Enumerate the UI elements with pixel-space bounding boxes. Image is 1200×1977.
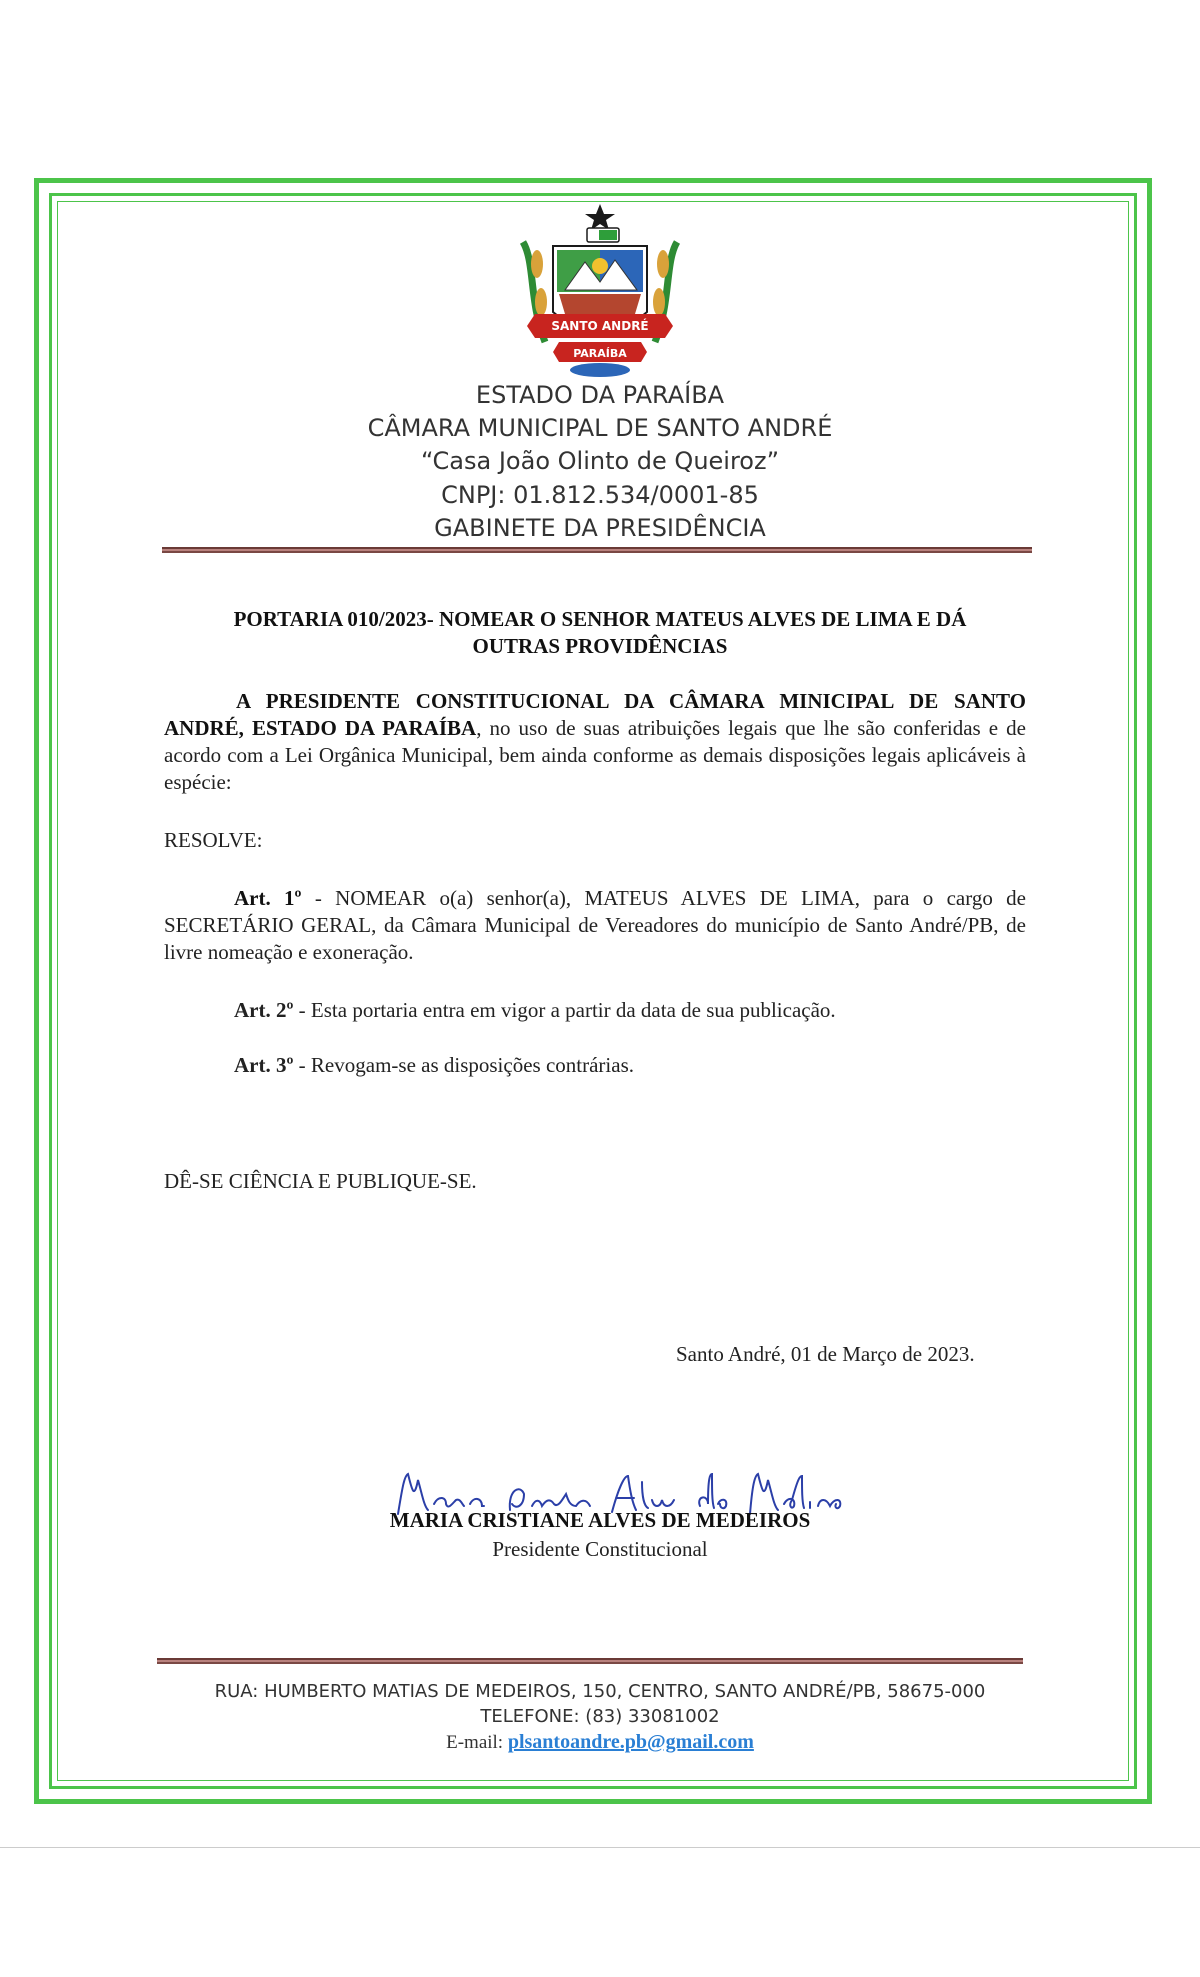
- header-house-name: “Casa João Olinto de Queiroz”: [420, 447, 780, 475]
- footer-email-link[interactable]: plsantoandre.pb@gmail.com: [507, 1731, 754, 1753]
- intro-rest: , no uso de suas atribuições legais que lhe são conferidas e de acordo com a Lei Orgânica Municipal, bem ainda conforme as demais disposições legais aplicáveis à espécie:: [164, 716, 1026, 794]
- header-chamber: CÂMARA MUNICIPAL DE SANTO ANDRÉ: [367, 414, 833, 442]
- document-title: PORTARIA 010/2023- NOMEAR O SENHOR MATEUS ALVES DE LIMA E DÁ: [233, 607, 967, 631]
- document-title-line2: OUTRAS PROVIDÊNCIAS: [472, 634, 728, 658]
- footer-email-label: E-mail:: [446, 1732, 508, 1753]
- resolve-heading: RESOLVE:: [164, 828, 263, 852]
- svg-text:PARAÍBA: PARAÍBA: [573, 347, 627, 360]
- closing-statement: DÊ-SE CIÊNCIA E PUBLIQUE-SE.: [164, 1169, 477, 1193]
- header-cnpj: CNPJ: 01.812.534/0001-85: [441, 481, 759, 509]
- article-3-text: - Revogam-se as disposições contrárias.: [293, 1053, 634, 1077]
- document-date: Santo André, 01 de Março de 2023.: [676, 1342, 975, 1366]
- article-1-label: Art. 1º: [234, 886, 302, 910]
- municipal-crest-icon: [515, 202, 685, 380]
- article-2: [234, 997, 836, 1024]
- header-divider: [162, 547, 1032, 553]
- article-2-label: Art. 2º: [234, 998, 294, 1022]
- footer-address: RUA: HUMBERTO MATIAS DE MEDEIROS, 150, CENTRO, SANTO ANDRÉ/PB, 58675-000: [214, 1681, 986, 1702]
- header-office: GABINETE DA PRESIDÊNCIA: [434, 514, 766, 542]
- footer-email-line: [0, 1730, 1200, 1755]
- footer-phone: TELEFONE: (83) 33081002: [480, 1706, 720, 1727]
- article-1: [164, 885, 1026, 966]
- intro-paragraph: [164, 688, 1026, 796]
- article-3-label: Art. 3º: [234, 1053, 294, 1077]
- svg-text:SANTO ANDRÉ: SANTO ANDRÉ: [551, 319, 649, 333]
- article-1-text: - NOMEAR o(a) senhor(a), MATEUS ALVES DE LIMA, para o cargo de SECRETÁRIO GERAL, da Câmara Municipal de Vereadores do município de Santo André/PB, de livre nomeação e exoneração.: [164, 886, 1026, 964]
- header-state: ESTADO DA PARAÍBA: [475, 381, 725, 409]
- page-edge-line: [0, 1847, 1200, 1848]
- intro-bold: A PRESIDENTE CONSTITUCIONAL DA CÂMARA MINICIPAL DE SANTO ANDRÉ, ESTADO DA PARAÍBA: [164, 689, 1026, 740]
- footer-divider: [157, 1658, 1023, 1664]
- article-2-text: - Esta portaria entra em vigor a partir da data de sua publicação.: [293, 998, 836, 1022]
- signatory-name: MARIA CRISTIANE ALVES DE MEDEIROS: [389, 1508, 811, 1532]
- signatory-role: Presidente Constitucional: [492, 1537, 708, 1561]
- article-3: [234, 1052, 634, 1079]
